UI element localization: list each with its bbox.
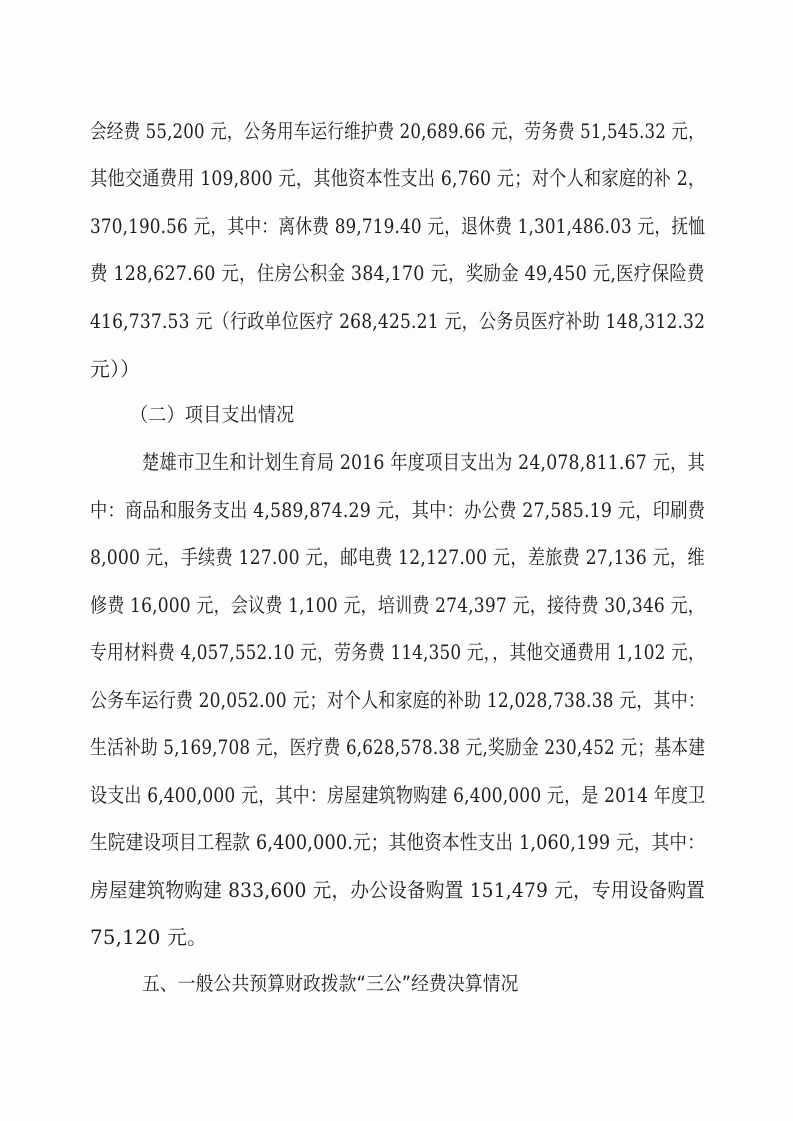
text-line: 修费 16,000 元，会议费 1,100 元，培训费 274,397 元，接待费 30,346 元， — [90, 593, 705, 617]
text-line: 元）） — [90, 357, 141, 381]
section-heading: 五、一般公共预算财政拨款“三公”经费决算情况 — [142, 972, 519, 995]
text-line: 设支出 6,400,000 元，其中：房屋建筑物购建 6,400,000 元，是 2014 年度卫 — [90, 783, 706, 807]
text-line: 费 128,627.60 元，住房公积金 384,170 元，奖励金 49,450 元,医疗保险费 — [90, 261, 705, 285]
text-line: 专用材料费 4,057,552.10 元，劳务费 114,350 元，，其他交通费用 1,102 元， — [90, 640, 705, 664]
text-line: 公务车运行费 20,052.00 元；对个人和家庭的补助 12,028,738.38 元，其中： — [90, 688, 706, 712]
text-line: 房屋建筑物购建 833,600 元，办公设备购置 151,479 元，专用设备购置 — [90, 878, 706, 902]
text-line: 生活补助 5,169,708 元，医疗费 6,628,578.38 元,奖励金 230,452 元；基本建 — [90, 735, 706, 759]
text-line: 其他交通费用 109,800 元，其他资本性支出 6,760 元；对个人和家庭的补 2， — [90, 166, 706, 190]
text-line: 416,737.53 元（行政单位医疗 268,425.21 元，公务员医疗补助 148,312.32 — [90, 309, 706, 333]
text-line: 8,000 元，手续费 127.00 元，邮电费 12,127.00 元，差旅费 27,136 元，维 — [90, 545, 705, 569]
text-line: 生院建设项目工程款 6,400,000.元；其他资本性支出 1,060,199 元，其中： — [90, 830, 706, 854]
section-heading: （二）项目支出情况 — [130, 403, 295, 426]
text-line: 中：商品和服务支出 4,589,874.29 元，其中：办公费 27,585.19 元，印刷费 — [90, 498, 706, 522]
paragraph-first-line: 楚雄市卫生和计划生育局 2016 年度项目支出为 24,078,811.67 元，其 — [142, 450, 706, 474]
text-line: 370,190.56 元，其中：离休费 89,719.40 元，退休费 1,301,486.03 元，抚恤 — [90, 214, 706, 238]
text-line: 75,120 元。 — [90, 925, 208, 949]
text-line: 会经费 55,200 元，公务用车运行维护费 20,689.66 元，劳务费 51,545.32 元， — [90, 119, 705, 143]
